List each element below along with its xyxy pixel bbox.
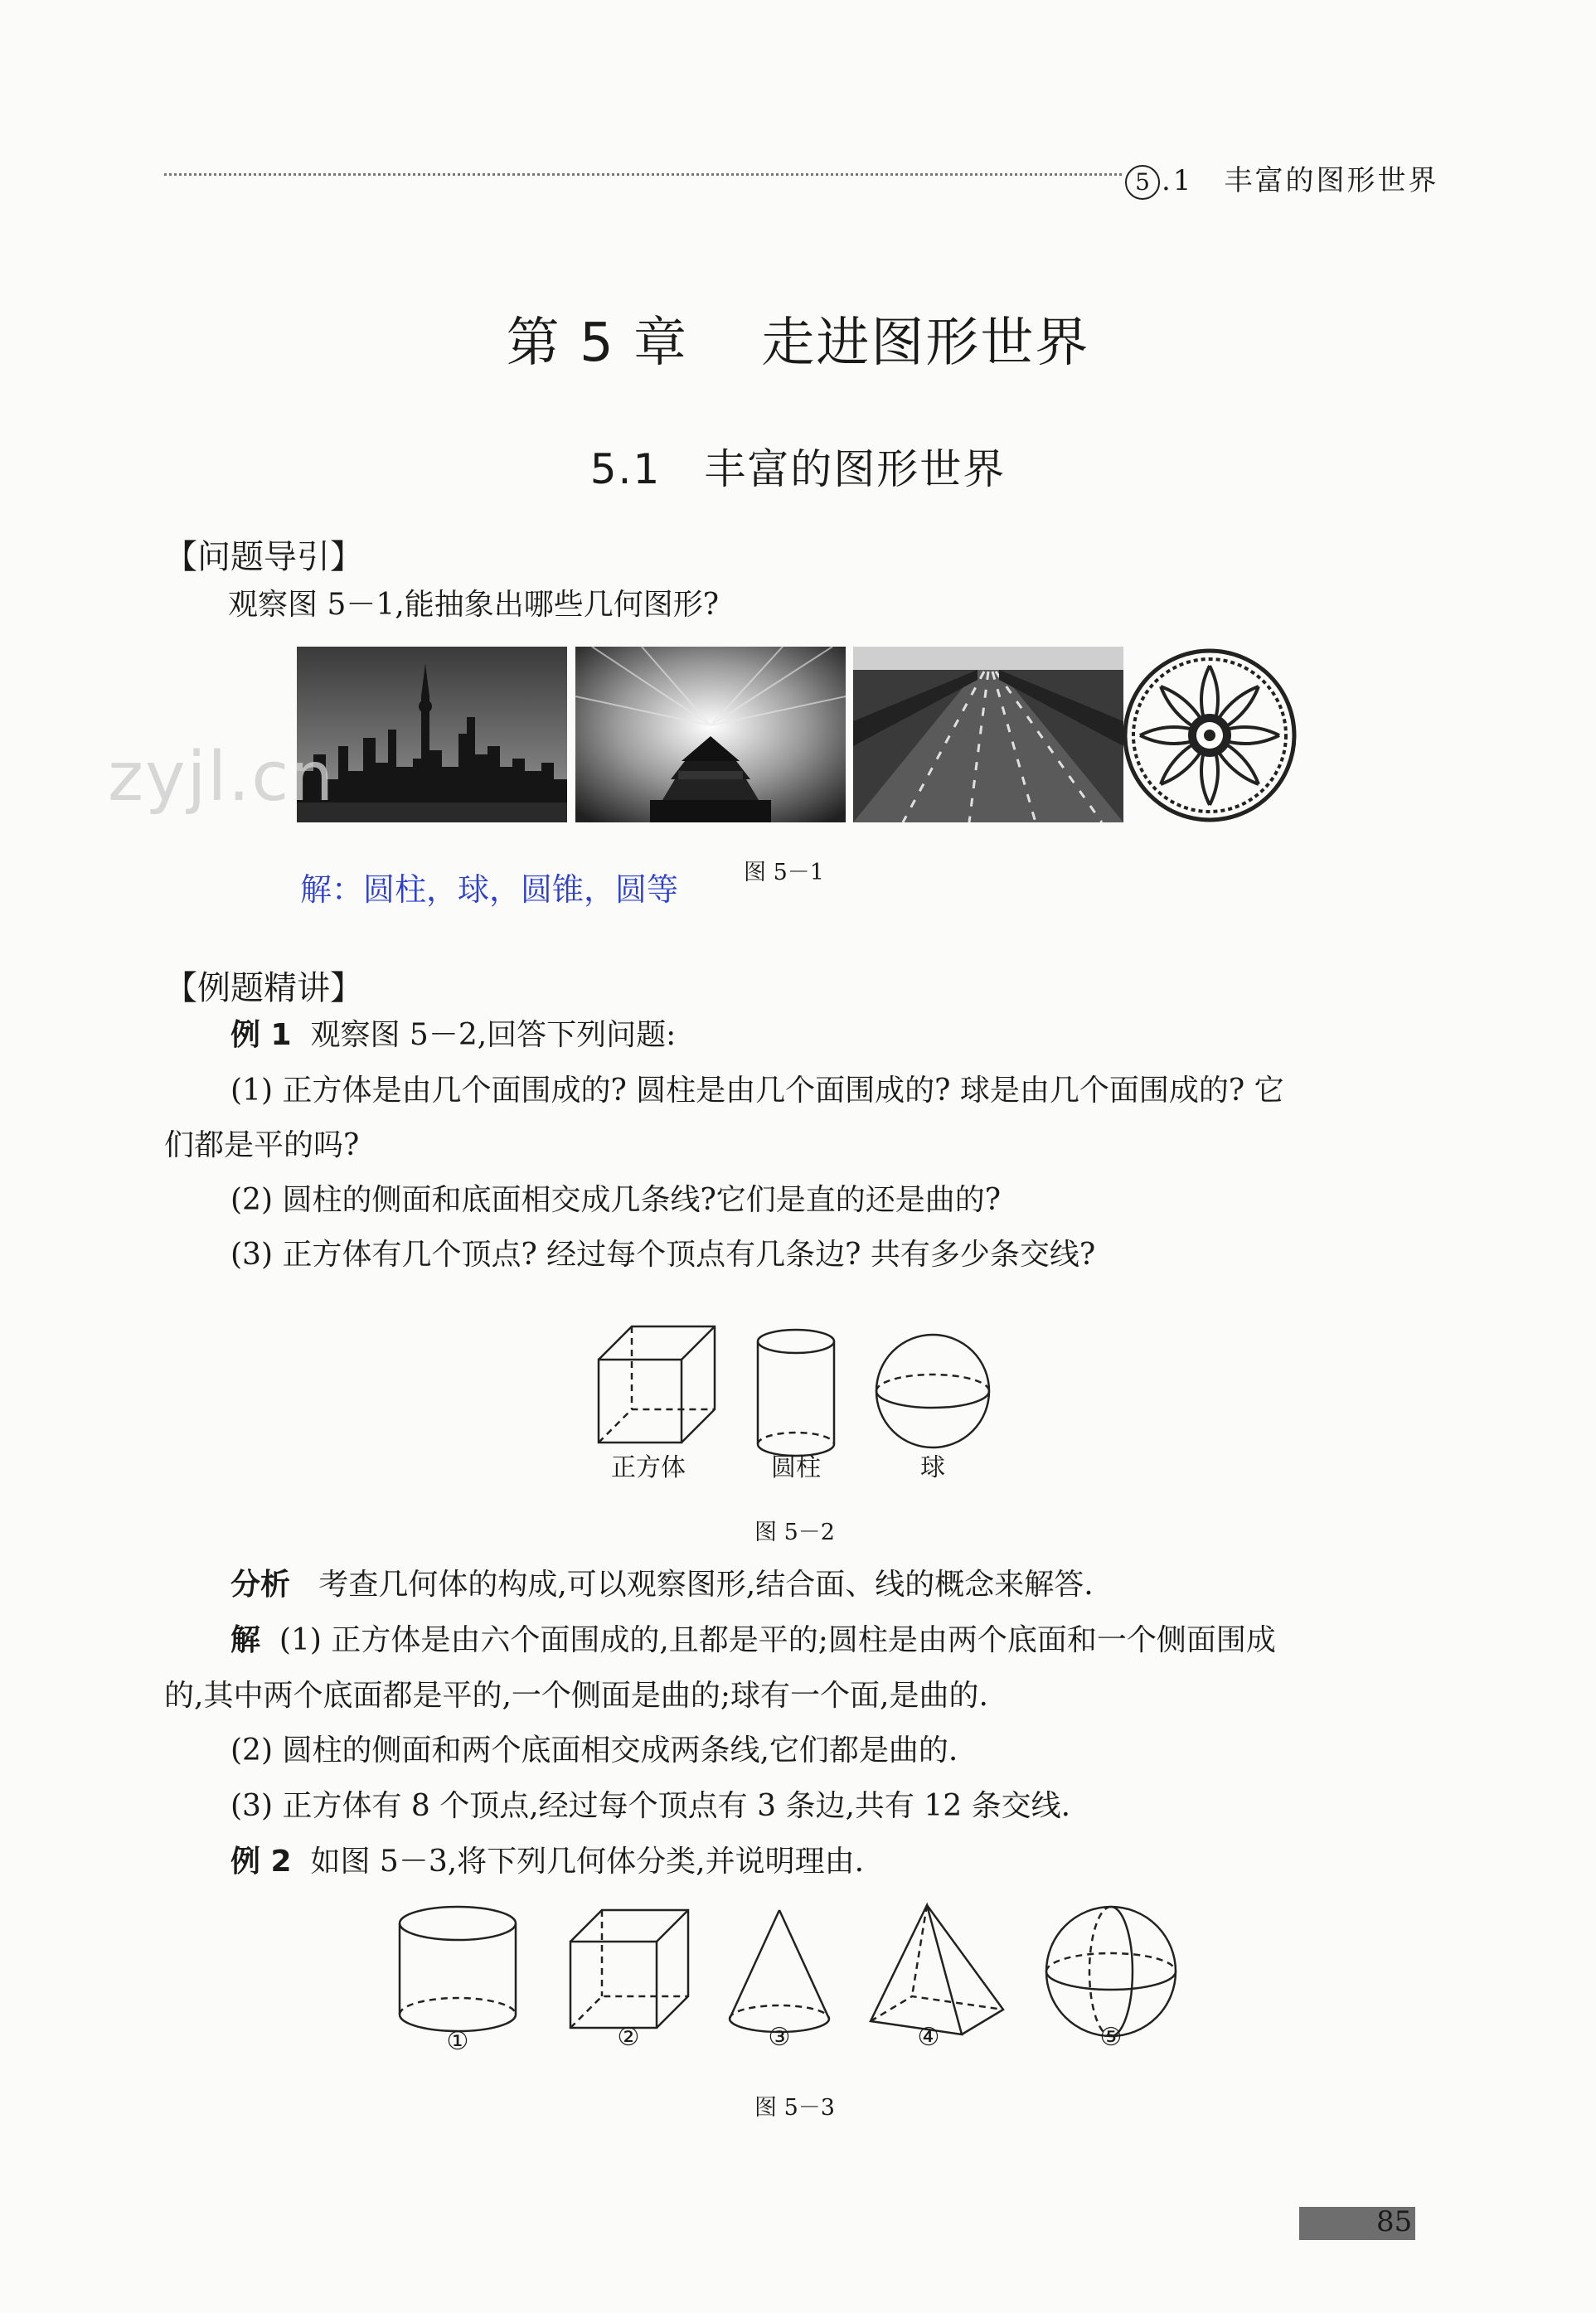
- label-cylinder: 圆柱: [771, 1453, 821, 1482]
- watermark: zyjl.cn: [108, 738, 336, 817]
- label-shape-1: ①: [446, 2027, 469, 2056]
- question-1-line-1: (1) 正方体是由几个面围成的? 圆柱是由几个面围成的? 球是由几个面围成的? 它: [230, 1074, 1284, 1108]
- examples-heading: 【例题精讲】: [164, 969, 363, 1007]
- running-header: [1125, 158, 1438, 200]
- example-1-intro: 观察图 5－2,回答下列问题:: [310, 1018, 677, 1052]
- solution-1-line-2: 的,其中两个底面都是平的,一个侧面是曲的;球有一个面,是曲的.: [164, 1679, 988, 1713]
- figure-5-1-caption: 图 5－1: [744, 860, 824, 885]
- photo-temple: [575, 647, 846, 822]
- section-title: 5.1 丰富的图形世界: [589, 445, 1007, 493]
- example-1-line: [230, 1016, 676, 1055]
- label-shape-2: ②: [617, 2023, 640, 2052]
- figure-5-2-caption: 图 5－2: [754, 1520, 835, 1545]
- solution-label: 解: [230, 1623, 261, 1657]
- question-3: (3) 正方体有几个顶点? 经过每个顶点有几条边? 共有多少条交线?: [230, 1238, 1096, 1272]
- label-shape-5: ⑤: [1099, 2023, 1123, 2052]
- pyramid-shape-4: [871, 1905, 1003, 2034]
- example-2-line: [230, 1842, 864, 1882]
- photo-papercut-medallion: [1123, 649, 1296, 822]
- solution-2: (2) 圆柱的侧面和两个底面相交成两条线,它们都是曲的.: [230, 1734, 958, 1767]
- example-1-label: 例 1: [230, 1018, 292, 1052]
- intro-question: 观察图 5－1,能抽象出哪些几何图形?: [228, 588, 719, 622]
- solution-line-1: [230, 1621, 1276, 1661]
- question-1-line-2: 们都是平的吗?: [164, 1128, 360, 1162]
- example-2-text: 如图 5－3,将下列几何体分类,并说明理由.: [310, 1845, 865, 1879]
- label-sphere: 球: [920, 1453, 945, 1482]
- cylinder-shape: [758, 1330, 834, 1456]
- analysis-label: 分析: [230, 1568, 291, 1602]
- chapter-title: 第 5 章 走进图形世界: [506, 313, 1090, 374]
- label-cube: 正方体: [611, 1453, 686, 1482]
- analysis-text: 考查几何体的构成,可以观察图形,结合面、线的概念来解答.: [318, 1568, 1094, 1602]
- photo-skyline: [297, 647, 567, 822]
- sphere-shape: [876, 1335, 989, 1447]
- header-rule: [164, 173, 1122, 176]
- cube-shape: [599, 1326, 715, 1443]
- header-section-text: .1 丰富的图形世界: [1162, 164, 1439, 197]
- figure-5-3-caption: 图 5－3: [754, 2095, 835, 2121]
- label-shape-3: ③: [768, 2023, 791, 2052]
- photo-highway: [853, 647, 1123, 822]
- question-2: (2) 圆柱的侧面和底面相交成几条线?它们是直的还是曲的?: [230, 1183, 1002, 1217]
- page-number: 85: [1376, 2205, 1413, 2238]
- label-shape-4: ④: [917, 2023, 940, 2052]
- header-circled-number: 5: [1125, 165, 1160, 200]
- analysis-line: [230, 1565, 1094, 1605]
- solution-3: (3) 正方体有 8 个顶点,经过每个顶点有 3 条边,共有 12 条交线.: [230, 1789, 1071, 1823]
- intro-heading: 【问题导引】: [164, 538, 363, 576]
- intro-answer: 解：圆柱，球，圆锥，圆等: [300, 871, 679, 908]
- cylinder-shape-1: [400, 1907, 516, 2031]
- sphere-shape-5: [1046, 1907, 1176, 2036]
- cube-shape-2: [570, 1910, 688, 2028]
- solution-1-line-1: (1) 正方体是由六个面围成的,且都是平的;圆柱是由两个底面和一个侧面围成: [279, 1623, 1276, 1657]
- cone-shape-3: [730, 1910, 829, 2032]
- example-2-label: 例 2: [230, 1845, 292, 1879]
